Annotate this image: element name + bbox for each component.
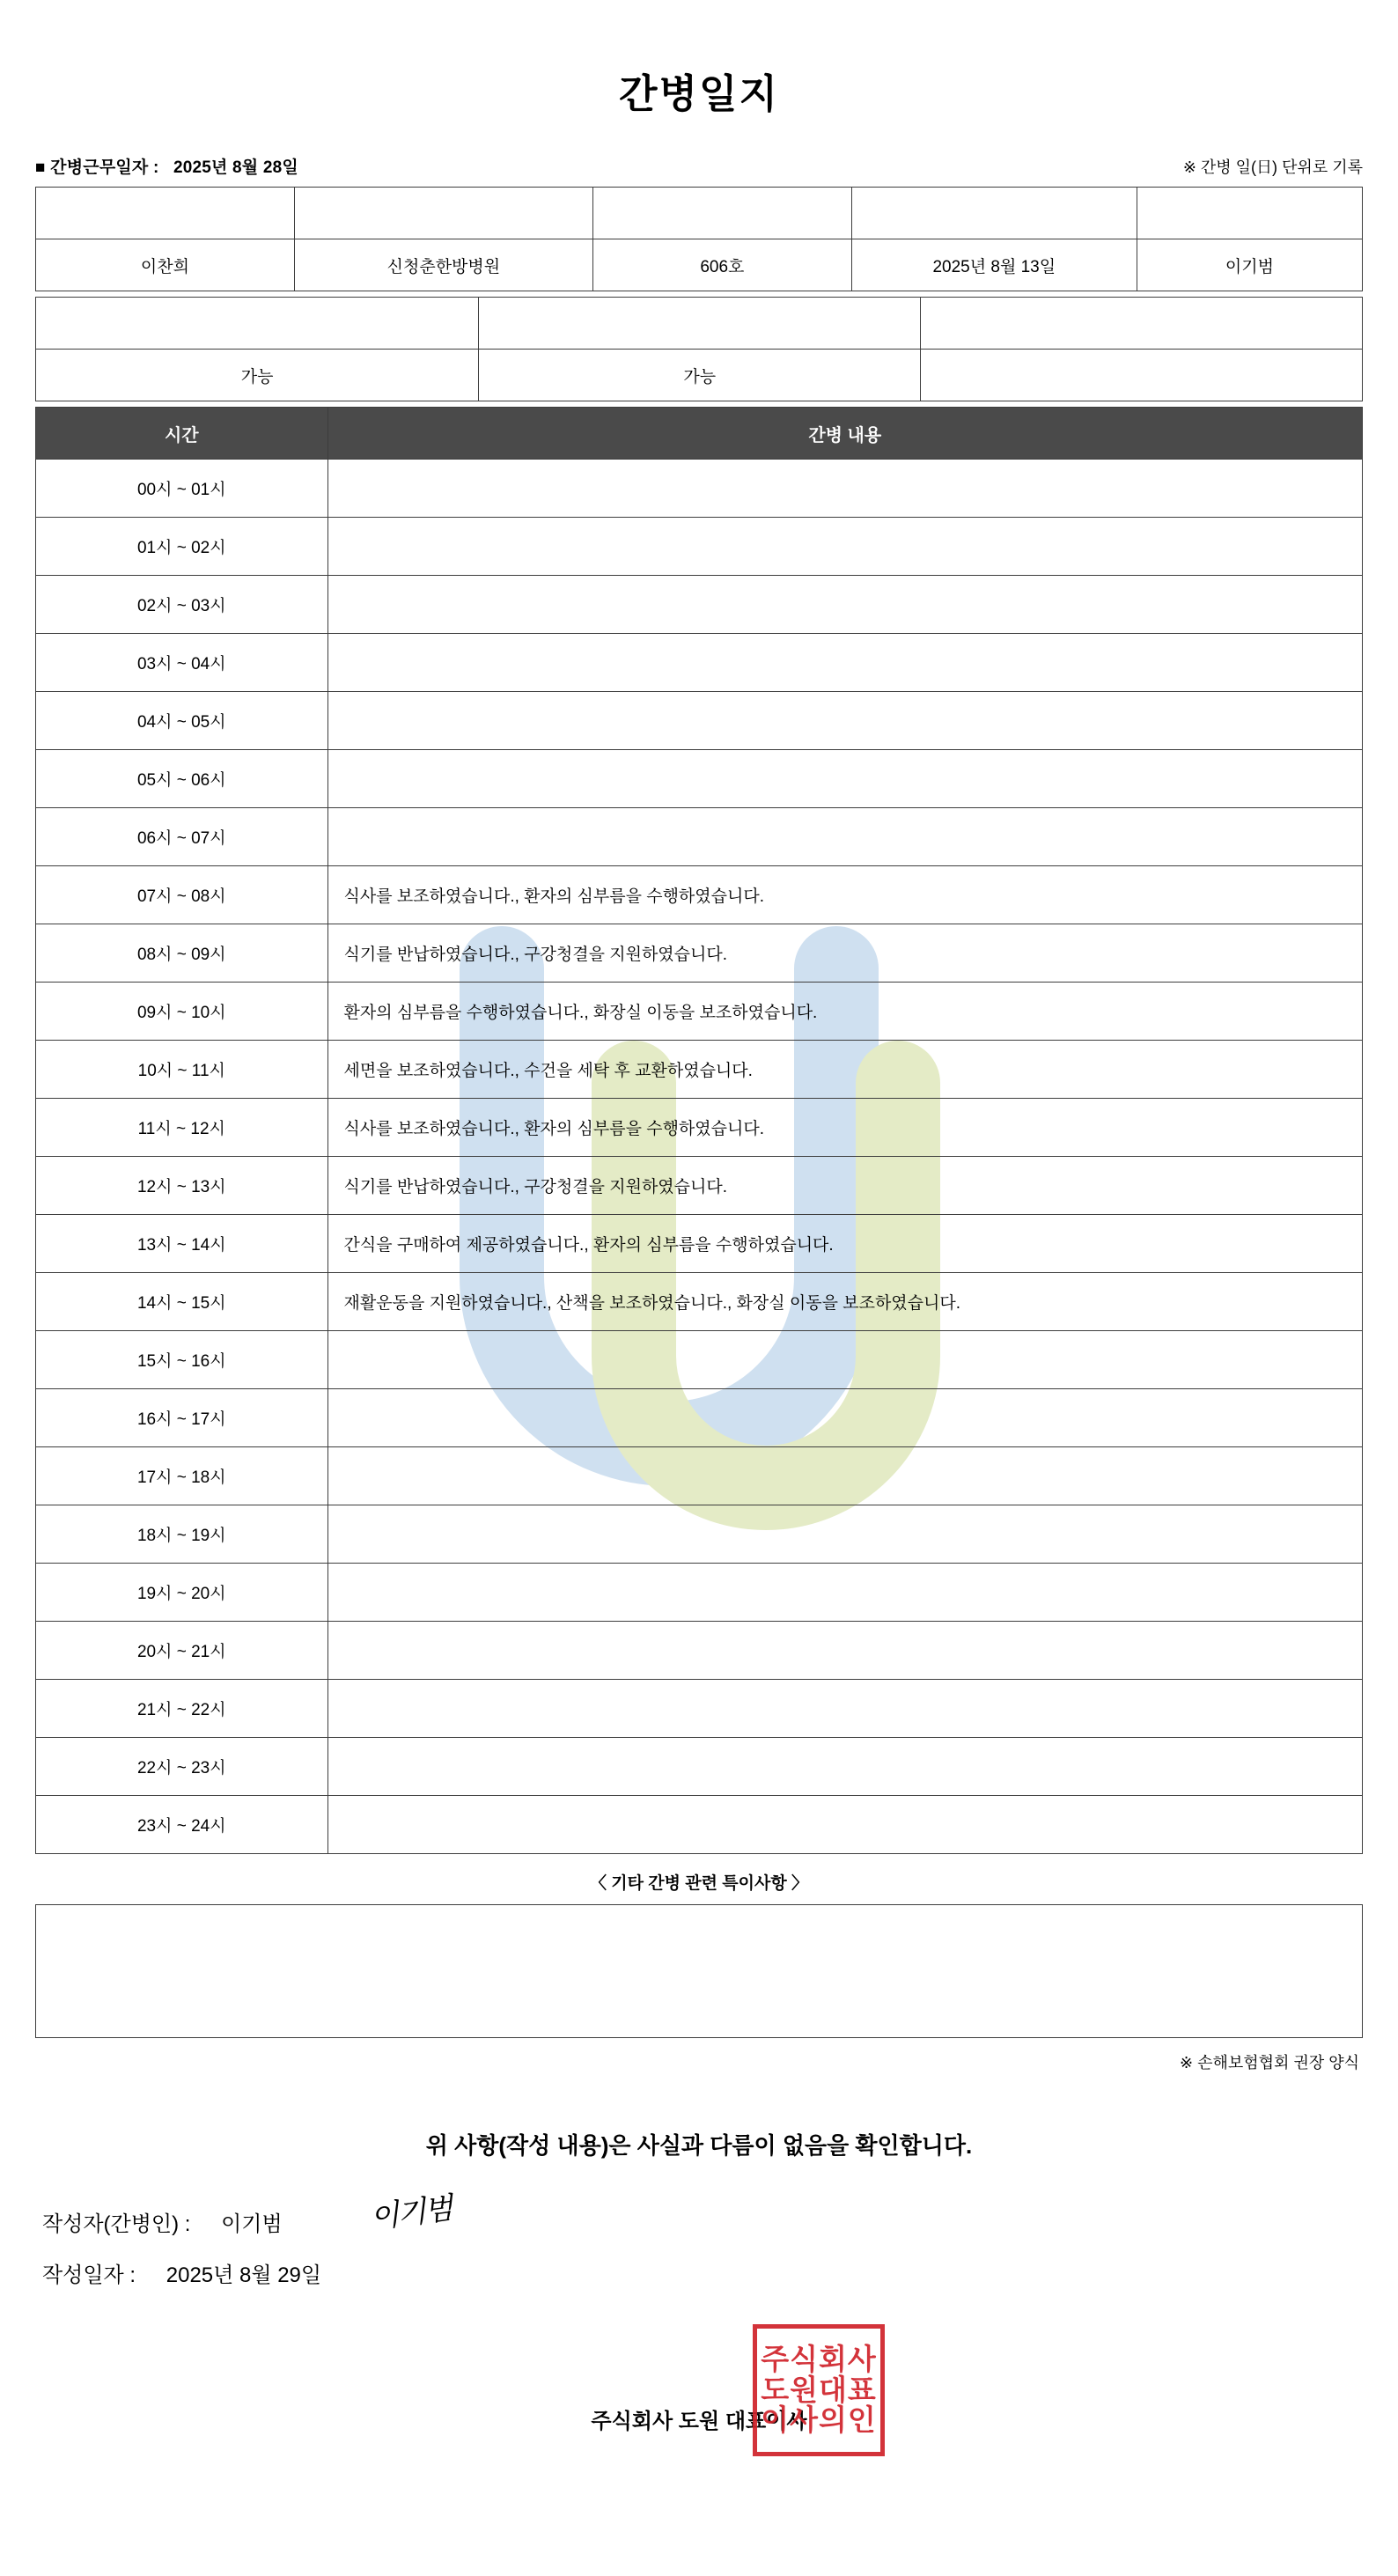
cell-content bbox=[327, 460, 1362, 518]
signature-handwriting: 이기범 bbox=[368, 2190, 454, 2236]
table-row bbox=[36, 460, 1363, 518]
cell-content bbox=[327, 1738, 1362, 1796]
table-row bbox=[36, 750, 1363, 808]
table-row bbox=[36, 239, 1363, 291]
cell-content bbox=[327, 808, 1362, 866]
writer-label: 작성자(간병인) : bbox=[42, 2212, 191, 2236]
col-hospital: 의료기관 bbox=[294, 188, 592, 239]
page-title: 간병일지 bbox=[619, 71, 779, 116]
col-self-walk: 자가 보행 bbox=[36, 298, 479, 350]
table-row bbox=[36, 1505, 1363, 1564]
table-row-header bbox=[36, 188, 1363, 239]
table-row bbox=[36, 634, 1363, 692]
work-date-label: ■ 간병근무일자 : bbox=[35, 158, 159, 177]
cell-time: 00시 ~ 01시 bbox=[36, 460, 328, 518]
table-row bbox=[36, 1680, 1363, 1738]
cell-time: 17시 ~ 18시 bbox=[36, 1447, 328, 1505]
cell-content bbox=[327, 1796, 1362, 1854]
cell-time: 12시 ~ 13시 bbox=[36, 1157, 328, 1215]
work-date-value: 2025년 8월 28일 bbox=[173, 158, 298, 177]
value-caregiver-name: 이기범 bbox=[1137, 239, 1362, 291]
company-name: 주식회사 도원 대표이사 bbox=[591, 2410, 807, 2433]
cell-time: 18시 ~ 19시 bbox=[36, 1505, 328, 1564]
table-row bbox=[36, 1622, 1363, 1680]
association-note: ※ 손해보험협회 권장 양식 bbox=[1180, 2054, 1359, 2072]
table-row bbox=[36, 924, 1363, 983]
cell-time: 05시 ~ 06시 bbox=[36, 750, 328, 808]
value-internal-tube bbox=[921, 350, 1363, 401]
cell-time: 03시 ~ 04시 bbox=[36, 634, 328, 692]
cell-time: 16시 ~ 17시 bbox=[36, 1389, 328, 1447]
table-row bbox=[36, 1564, 1363, 1622]
table-row bbox=[36, 576, 1363, 634]
cell-content: 식기를 반납하였습니다., 구강청결을 지원하였습니다. bbox=[327, 924, 1362, 983]
cell-content bbox=[327, 1622, 1362, 1680]
cell-content: 재활운동을 지원하였습니다., 산책을 보조하였습니다., 화장실 이동을 보조하였습니다. bbox=[327, 1273, 1362, 1331]
table-row bbox=[36, 518, 1363, 576]
table-row-header bbox=[36, 408, 1363, 460]
cell-content: 환자의 심부름을 수행하였습니다., 화장실 이동을 보조하였습니다. bbox=[327, 983, 1362, 1041]
table-row bbox=[36, 866, 1363, 924]
patient-info-table bbox=[35, 187, 1363, 291]
cell-time: 07시 ~ 08시 bbox=[36, 866, 328, 924]
cell-content bbox=[327, 1505, 1362, 1564]
stamp-line-3: 이사의인 bbox=[761, 2403, 877, 2437]
cell-time: 21시 ~ 22시 bbox=[36, 1680, 328, 1738]
hourly-log-table bbox=[35, 407, 1363, 1854]
cell-content bbox=[327, 518, 1362, 576]
condition-table bbox=[35, 297, 1363, 401]
cell-content bbox=[327, 634, 1362, 692]
cell-content bbox=[327, 692, 1362, 750]
cell-content bbox=[327, 576, 1362, 634]
record-unit-note: ※ 간병 일(日) 단위로 기록 bbox=[1182, 158, 1363, 176]
cell-time: 09시 ~ 10시 bbox=[36, 983, 328, 1041]
table-row bbox=[36, 1389, 1363, 1447]
col-care-content: 간병 내용 bbox=[327, 408, 1362, 460]
cell-time: 04시 ~ 05시 bbox=[36, 692, 328, 750]
cell-content: 간식을 구매하여 제공하였습니다., 환자의 심부름을 수행하였습니다. bbox=[327, 1215, 1362, 1273]
cell-time: 08시 ~ 09시 bbox=[36, 924, 328, 983]
table-row bbox=[36, 1099, 1363, 1157]
write-date-label: 작성일자 : bbox=[42, 2263, 136, 2287]
col-internal-tube: 체내 관 삽입 bbox=[921, 298, 1363, 350]
work-date bbox=[35, 154, 298, 178]
value-oral-intake: 가능 bbox=[479, 350, 921, 401]
stamp-line-2: 도원대표 bbox=[761, 2373, 877, 2406]
cell-time: 19시 ~ 20시 bbox=[36, 1564, 328, 1622]
table-row bbox=[36, 1041, 1363, 1099]
col-oral-intake: 음식 경구 섭취 bbox=[479, 298, 921, 350]
cell-time: 02시 ~ 03시 bbox=[36, 576, 328, 634]
writer-value: 이기범 bbox=[221, 2212, 283, 2236]
table-row bbox=[36, 1447, 1363, 1505]
table-row-header bbox=[36, 298, 1363, 350]
cell-time: 06시 ~ 07시 bbox=[36, 808, 328, 866]
cell-time: 14시 ~ 15시 bbox=[36, 1273, 328, 1331]
table-row bbox=[36, 1331, 1363, 1389]
table-row bbox=[36, 983, 1363, 1041]
write-date-row bbox=[0, 2247, 1398, 2298]
cell-time: 15시 ~ 16시 bbox=[36, 1331, 328, 1389]
cell-time: 01시 ~ 02시 bbox=[36, 518, 328, 576]
table-row bbox=[36, 350, 1363, 401]
cell-content: 식기를 반납하였습니다., 구강청결을 지원하였습니다. bbox=[327, 1157, 1362, 1215]
cell-time: 23시 ~ 24시 bbox=[36, 1796, 328, 1854]
value-hospital: 신청춘한방병원 bbox=[294, 239, 592, 291]
cell-content bbox=[327, 1564, 1362, 1622]
cell-content bbox=[327, 750, 1362, 808]
cell-content: 식사를 보조하였습니다., 환자의 심부름을 수행하였습니다. bbox=[327, 866, 1362, 924]
col-patient-name: 환자성명 bbox=[36, 188, 295, 239]
company-seal-stamp bbox=[753, 2324, 885, 2456]
write-date-value: 2025년 8월 29일 bbox=[166, 2263, 322, 2287]
cell-content: 식사를 보조하였습니다., 환자의 심부름을 수행하였습니다. bbox=[327, 1099, 1362, 1157]
table-row bbox=[36, 1796, 1363, 1854]
cell-content bbox=[327, 1389, 1362, 1447]
col-caregiver-name: 간병인명 bbox=[1137, 188, 1362, 239]
value-patient-name: 이찬희 bbox=[36, 239, 295, 291]
cell-content bbox=[327, 1680, 1362, 1738]
cell-time: 22시 ~ 23시 bbox=[36, 1738, 328, 1796]
meta-row bbox=[0, 138, 1398, 187]
table-row bbox=[36, 1273, 1363, 1331]
writer-row bbox=[0, 2190, 1398, 2247]
value-self-walk: 가능 bbox=[36, 350, 479, 401]
cell-time: 20시 ~ 21시 bbox=[36, 1622, 328, 1680]
confirmation-statement: 위 사항(작성 내용)은 사실과 다름이 없음을 확인합니다. bbox=[425, 2132, 973, 2159]
cell-time: 11시 ~ 12시 bbox=[36, 1099, 328, 1157]
table-row bbox=[36, 1157, 1363, 1215]
value-admission-date: 2025년 8월 13일 bbox=[851, 239, 1137, 291]
table-row bbox=[36, 808, 1363, 866]
cell-time: 10시 ~ 11시 bbox=[36, 1041, 328, 1099]
table-row bbox=[36, 1738, 1363, 1796]
col-room-number: 병실호수 bbox=[592, 188, 851, 239]
notes-box[interactable] bbox=[35, 1904, 1363, 2038]
table-row bbox=[36, 692, 1363, 750]
col-time: 시간 bbox=[36, 408, 328, 460]
table-row bbox=[36, 1215, 1363, 1273]
value-room-number: 606호 bbox=[592, 239, 851, 291]
cell-content bbox=[327, 1447, 1362, 1505]
cell-content: 세면을 보조하였습니다., 수건을 세탁 후 교환하였습니다. bbox=[327, 1041, 1362, 1099]
cell-time: 13시 ~ 14시 bbox=[36, 1215, 328, 1273]
notes-title: 〈 기타 간병 관련 특이사항 〉 bbox=[590, 1874, 808, 1893]
cell-content bbox=[327, 1331, 1362, 1389]
col-admission-date: 입원날짜 bbox=[851, 188, 1137, 239]
stamp-line-1: 주식회사 bbox=[761, 2343, 877, 2376]
company-row bbox=[0, 2298, 1398, 2437]
